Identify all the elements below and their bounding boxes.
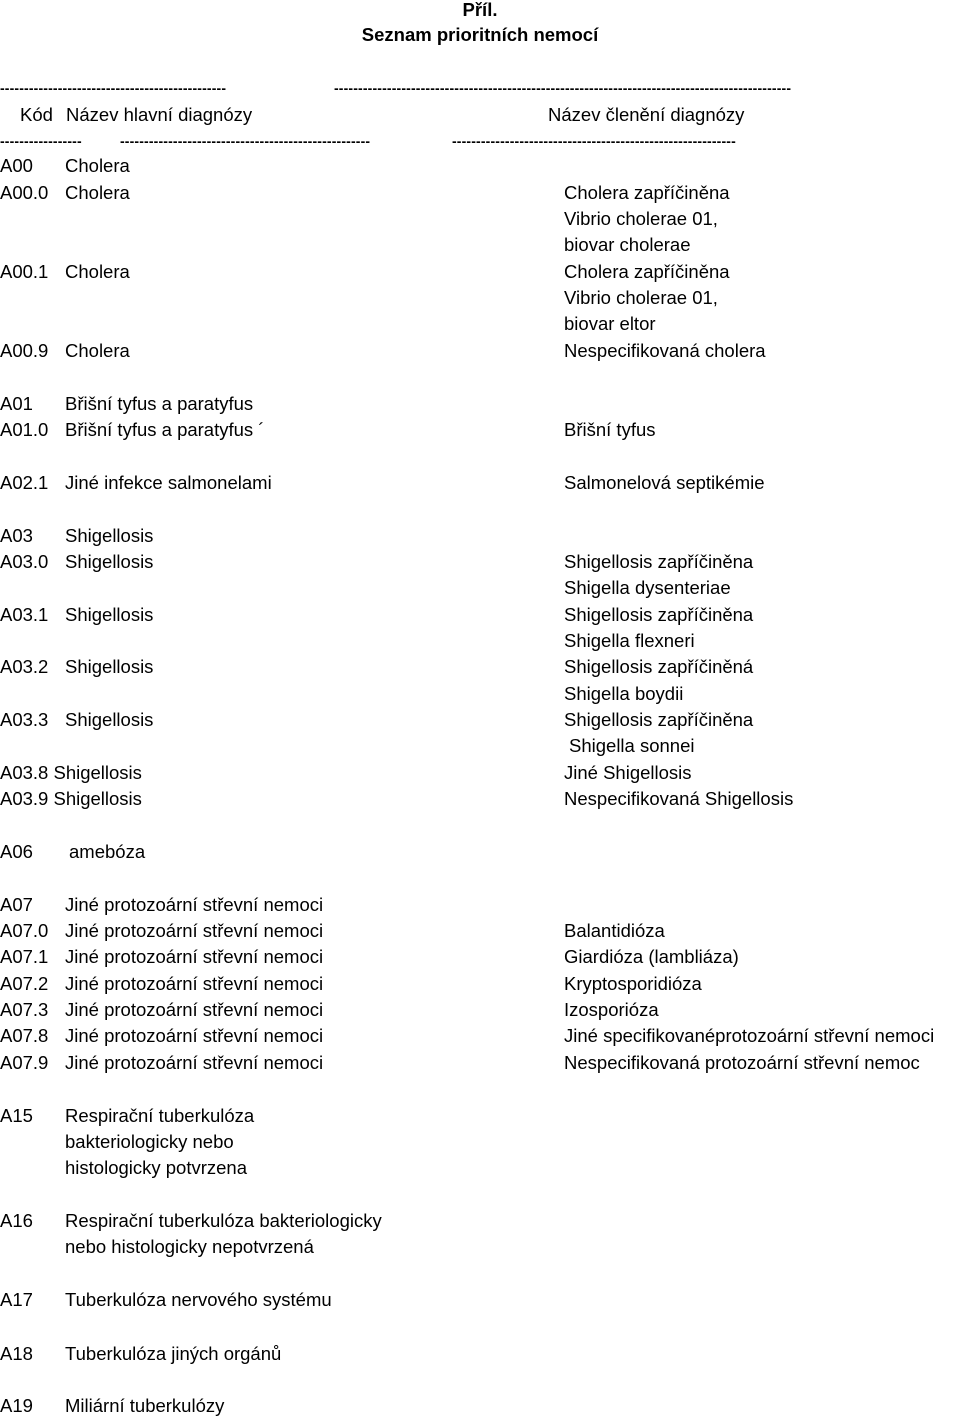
row-25-sub: Giardióza (lambliáza) xyxy=(564,946,739,967)
dash-separator-header-c: ----------------------------------------------------------- xyxy=(452,133,736,149)
row-14-sub: Shigellosis zapříčiněna xyxy=(564,604,754,625)
row-28-main: Jiné protozoární střevní nemoci xyxy=(65,1025,324,1046)
document-title: Seznam prioritních nemocí xyxy=(361,24,599,45)
row-37-main: Miliární tuberkulózy xyxy=(65,1395,225,1416)
row-25-main: Jiné protozoární střevní nemoci xyxy=(65,946,324,967)
row-24-sub: Balantidióza xyxy=(564,920,665,941)
row-18-code: A03.3 xyxy=(0,709,49,730)
row-23-main: Jiné protozoární střevní nemoci xyxy=(65,894,324,915)
row-22-code: A06 xyxy=(0,841,33,862)
row-32-main: histologicky potvrzena xyxy=(65,1157,248,1178)
dash-separator-top-a: ----------------------------------------------- xyxy=(0,80,227,96)
row-27-sub: Izosporióza xyxy=(564,999,659,1020)
row-28-code: A07.8 xyxy=(0,1025,49,1046)
row-6-sub: biovar eltor xyxy=(564,313,656,334)
row-35-main: Tuberkulóza nervového systému xyxy=(65,1289,332,1310)
row-8-code: A01 xyxy=(0,393,33,414)
row-31-main: bakteriologicky nebo xyxy=(65,1131,234,1152)
row-30-code: A15 xyxy=(0,1105,33,1126)
row-27-code: A07.3 xyxy=(0,999,49,1020)
row-7-sub: Nespecifikovaná cholera xyxy=(564,340,766,361)
row-37-code: A19 xyxy=(0,1395,33,1416)
row-11-main: Shigellosis xyxy=(65,525,154,546)
row-0-main: Cholera xyxy=(65,155,130,176)
row-4-code: A00.1 xyxy=(0,261,49,282)
row-18-sub: Shigellosis zapříčiněna xyxy=(564,709,754,730)
row-29-main: Jiné protozoární střevní nemoci xyxy=(65,1052,324,1073)
row-9-sub: Břišní tyfus xyxy=(564,419,656,440)
row-10-code: A02.1 xyxy=(0,472,49,493)
row-20-sub: Jiné Shigellosis xyxy=(564,762,692,783)
row-33-code: A16 xyxy=(0,1210,33,1231)
row-1-code: A00.0 xyxy=(0,182,49,203)
row-0-code: A00 xyxy=(0,155,33,176)
row-15-sub: Shigella flexneri xyxy=(564,630,695,651)
row-14-code: A03.1 xyxy=(0,604,49,625)
row-33-main: Respirační tuberkulóza bakteriologicky xyxy=(65,1210,382,1231)
row-36-main: Tuberkulóza jiných orgánů xyxy=(65,1343,282,1364)
row-29-code: A07.9 xyxy=(0,1052,49,1073)
row-9-code: A01.0 xyxy=(0,419,49,440)
row-7-main: Cholera xyxy=(65,340,130,361)
column-header-sub: Název členění diagnózy xyxy=(548,104,745,125)
row-1-main: Cholera xyxy=(65,182,130,203)
row-19-sub: Shigella sonnei xyxy=(569,735,695,756)
row-23-code: A07 xyxy=(0,894,33,915)
row-16-code: A03.2 xyxy=(0,656,49,677)
row-17-sub: Shigella boydii xyxy=(564,683,684,704)
row-26-code: A07.2 xyxy=(0,973,49,994)
row-12-code: A03.0 xyxy=(0,551,49,572)
row-21-sub: Nespecifikovaná Shigellosis xyxy=(564,788,794,809)
row-27-main: Jiné protozoární střevní nemoci xyxy=(65,999,324,1020)
row-14-main: Shigellosis xyxy=(65,604,154,625)
row-36-code: A18 xyxy=(0,1343,33,1364)
row-26-main: Jiné protozoární střevní nemoci xyxy=(65,973,324,994)
row-9-main: Břišní tyfus a paratyfus ´ xyxy=(65,419,265,440)
appendix-label: Příl. xyxy=(462,0,498,20)
row-35-code: A17 xyxy=(0,1289,33,1310)
row-26-sub: Kryptosporidióza xyxy=(564,973,702,994)
row-11-code: A03 xyxy=(0,525,33,546)
row-1-sub: Cholera zapříčiněna xyxy=(564,182,730,203)
row-7-code: A00.9 xyxy=(0,340,49,361)
row-8-main: Břišní tyfus a paratyfus xyxy=(65,393,254,414)
row-22-main: amebóza xyxy=(69,841,146,862)
row-28-sub: Jiné specifikovanéprotozoární střevní nemoci xyxy=(564,1025,935,1046)
column-header-main: Název hlavní diagnózy xyxy=(66,104,253,125)
row-21-code: A03.9 Shigellosis xyxy=(0,788,142,809)
row-3-sub: biovar cholerae xyxy=(564,234,691,255)
row-12-sub: Shigellosis zapříčiněna xyxy=(564,551,754,572)
dash-separator-header-b: ---------------------------------------------------- xyxy=(120,133,371,149)
row-34-main: nebo histologicky nepotvrzená xyxy=(65,1236,314,1257)
row-10-sub: Salmonelová septikémie xyxy=(564,472,765,493)
row-25-code: A07.1 xyxy=(0,946,49,967)
row-10-main: Jiné infekce salmonelami xyxy=(65,472,272,493)
row-18-main: Shigellosis xyxy=(65,709,154,730)
row-4-sub: Cholera zapříčiněna xyxy=(564,261,730,282)
row-12-main: Shigellosis xyxy=(65,551,154,572)
row-4-main: Cholera xyxy=(65,261,130,282)
row-16-sub: Shigellosis zapříčiněná xyxy=(564,656,754,677)
row-2-sub: Vibrio cholerae 01, xyxy=(564,208,718,229)
row-30-main: Respirační tuberkulóza xyxy=(65,1105,255,1126)
row-24-main: Jiné protozoární střevní nemoci xyxy=(65,920,324,941)
row-20-code: A03.8 Shigellosis xyxy=(0,762,142,783)
row-29-sub: Nespecifikovaná protozoární střevní nemoc xyxy=(564,1052,920,1073)
row-13-sub: Shigella dysenteriae xyxy=(564,577,731,598)
row-24-code: A07.0 xyxy=(0,920,49,941)
column-header-code: Kód xyxy=(20,104,53,125)
row-16-main: Shigellosis xyxy=(65,656,154,677)
dash-separator-header-a: ----------------- xyxy=(0,133,82,149)
row-5-sub: Vibrio cholerae 01, xyxy=(564,287,718,308)
dash-separator-top-b: ----------------------------------------------------------------------------------------------- xyxy=(334,80,792,96)
